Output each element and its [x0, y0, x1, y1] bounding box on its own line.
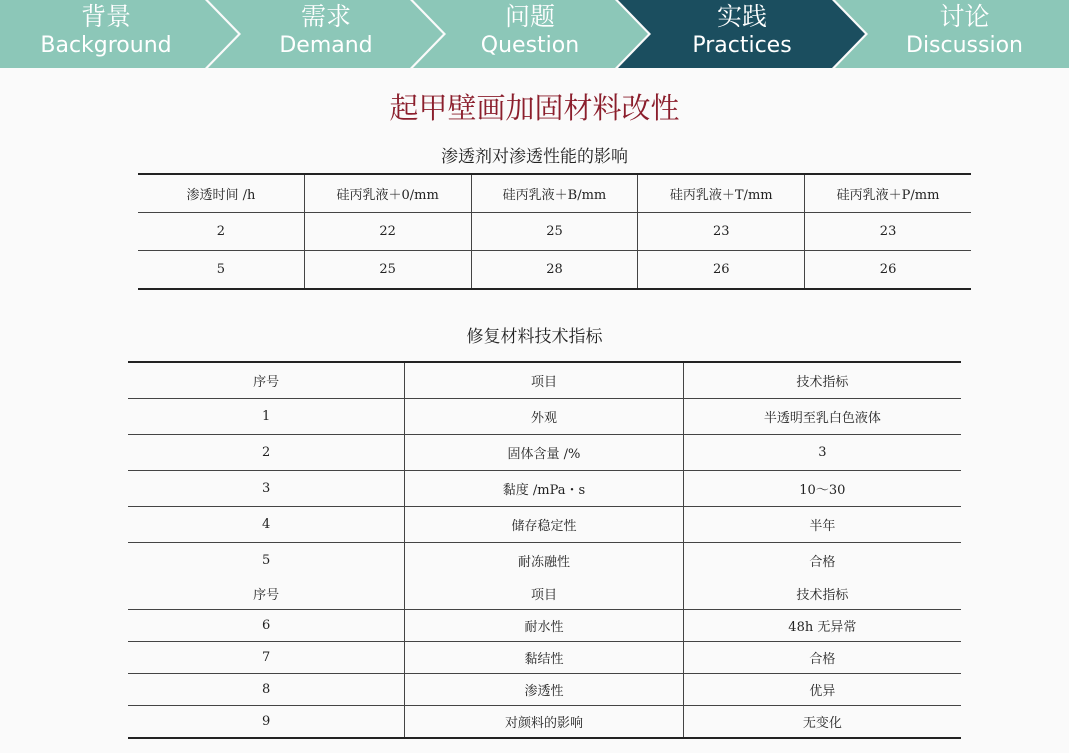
table-cell: 3 — [683, 435, 961, 471]
step-label-cn: 实践 — [716, 2, 767, 31]
header-cell: 硅丙乳液＋P/mm — [805, 174, 971, 213]
spec-table — [128, 361, 961, 739]
table-row — [128, 674, 961, 706]
header-cell: 硅丙乳液＋0/mm — [304, 174, 471, 213]
page-title: 起甲壁画加固材料改性 — [389, 91, 680, 125]
step-label-cn: 需求 — [300, 2, 351, 31]
nav-step-demand[interactable] — [232, 0, 420, 68]
table-cell: 渗透性 — [405, 674, 683, 706]
step-label-en: Discussion — [906, 33, 1023, 58]
table-cell: 固体含量 /% — [405, 435, 683, 471]
table-cell: 5 — [128, 543, 405, 579]
table2-caption: 修复材料技术指标 — [466, 327, 603, 347]
table-header-row — [138, 174, 971, 213]
nav-step-question[interactable] — [437, 0, 623, 68]
step-label-cn: 问题 — [504, 2, 555, 31]
table-cell: 1 — [128, 399, 405, 435]
table-row — [138, 213, 971, 251]
step-label-en: Demand — [279, 33, 373, 58]
nav-step-practices[interactable] — [642, 0, 842, 68]
header-cell: 硅丙乳液＋T/mm — [638, 174, 805, 213]
table-cell: 6 — [128, 610, 405, 642]
step-label-cn: 讨论 — [939, 2, 990, 31]
nav-step-discussion[interactable] — [860, 0, 1069, 68]
table-cell: 无变化 — [683, 706, 961, 739]
table-row — [128, 706, 961, 739]
table-row — [128, 435, 961, 471]
table-cell: 25 — [304, 251, 471, 290]
table-cell: 耐冻融性 — [405, 543, 683, 579]
header-cell: 项目 — [405, 362, 683, 399]
table-cell: 23 — [638, 213, 805, 251]
progress-nav — [0, 0, 1069, 68]
table-cell: 25 — [471, 213, 638, 251]
table-cell: 合格 — [683, 642, 961, 674]
table-cell: 8 — [128, 674, 405, 706]
table-row — [128, 471, 961, 507]
table-cell: 黏度 /mPa・s — [405, 471, 683, 507]
table-cell: 4 — [128, 507, 405, 543]
table-cell: 黏结性 — [405, 642, 683, 674]
table-header-row — [128, 362, 961, 399]
table-row — [128, 543, 961, 579]
table-row — [128, 610, 961, 642]
step-label-en: Practices — [692, 33, 792, 58]
table-row — [128, 642, 961, 674]
header-cell: 硅丙乳液＋B/mm — [471, 174, 638, 213]
table-cell: 序号 — [253, 588, 280, 603]
penetration-table — [138, 173, 971, 290]
header-cell: 技术指标 — [683, 362, 961, 399]
table-cell: 合格 — [683, 543, 961, 579]
table-cell: 项目 — [405, 578, 683, 610]
step-label-cn: 背景 — [80, 2, 131, 31]
table-cell: 技术指标 — [683, 578, 961, 610]
table-cell: 26 — [805, 251, 971, 290]
table-cell: 耐水性 — [405, 610, 683, 642]
table-row — [128, 399, 961, 435]
table-cell: 5 — [138, 251, 304, 290]
table-cell: 2 — [128, 435, 405, 471]
table-cell: 对颜料的影响 — [405, 706, 683, 739]
table-cell: 外观 — [405, 399, 683, 435]
header-cell: 渗透时间 /h — [186, 188, 256, 203]
table-cell: 半年 — [683, 507, 961, 543]
table-row — [128, 507, 961, 543]
table-row — [138, 251, 971, 290]
table-cell: 9 — [128, 706, 405, 739]
table-cell: 22 — [304, 213, 471, 251]
repeated-header-row — [128, 578, 961, 610]
table-cell: 储存稳定性 — [405, 507, 683, 543]
step-label-en: Question — [480, 33, 580, 58]
table-cell: 48h 无异常 — [683, 610, 961, 642]
table-cell: 28 — [471, 251, 638, 290]
table-cell: 26 — [638, 251, 805, 290]
table-cell: 3 — [128, 471, 405, 507]
nav-step-background[interactable] — [0, 0, 212, 68]
header-cell: 序号 — [253, 375, 280, 390]
table-cell: 10～30 — [683, 471, 961, 507]
table-cell: 半透明至乳白色液体 — [683, 399, 961, 435]
step-label-en: Background — [40, 33, 172, 58]
table-cell: 2 — [138, 213, 304, 251]
table-cell: 优异 — [683, 674, 961, 706]
table-cell: 23 — [805, 213, 971, 251]
table1-caption: 渗透剂对渗透性能的影响 — [441, 147, 628, 167]
table-cell: 7 — [128, 642, 405, 674]
